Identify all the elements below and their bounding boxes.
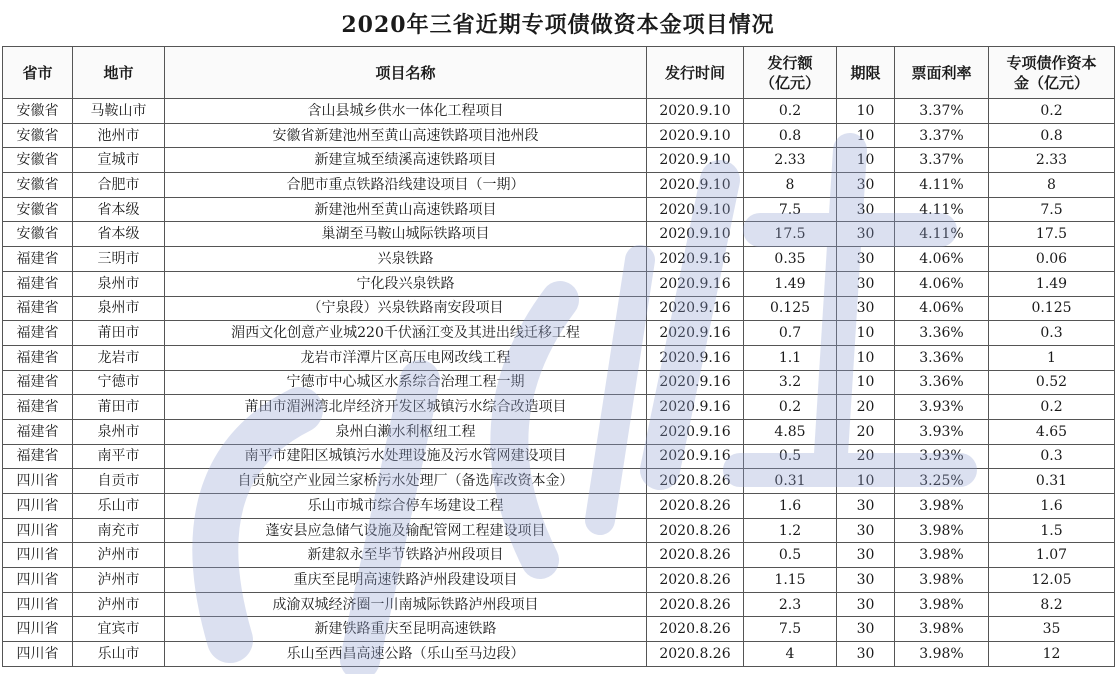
cell-province: 四川省 — [3, 642, 73, 667]
cell-issue-date: 2020.9.16 — [647, 419, 744, 444]
table-row — [3, 296, 1115, 321]
cell-province: 安徽省 — [3, 99, 73, 124]
cell-project-name: 自贡航空产业园兰家桥污水处理厂（备选库改资本金） — [165, 469, 647, 494]
cell-city: 泉州市 — [73, 296, 165, 321]
cell-province: 福建省 — [3, 395, 73, 420]
cell-term: 20 — [837, 419, 895, 444]
cell-term: 20 — [837, 395, 895, 420]
cell-issue-date: 2020.9.16 — [647, 271, 744, 296]
cell-capital-amount: 1.5 — [989, 518, 1115, 543]
cell-coupon-rate: 4.11% — [895, 173, 989, 198]
cell-project-name: 含山县城乡供水一体化工程项目 — [165, 99, 647, 124]
table-row — [3, 271, 1115, 296]
cell-coupon-rate: 3.98% — [895, 617, 989, 642]
cell-issue-amount: 7.5 — [744, 197, 837, 222]
cell-term: 10 — [837, 321, 895, 346]
cell-coupon-rate: 3.93% — [895, 419, 989, 444]
table-row — [3, 395, 1115, 420]
cell-city: 龙岩市 — [73, 345, 165, 370]
cell-term: 30 — [837, 642, 895, 667]
cell-city: 省本级 — [73, 222, 165, 247]
cell-province: 福建省 — [3, 419, 73, 444]
cell-term: 30 — [837, 173, 895, 198]
cell-project-name: 重庆至昆明高速铁路泸州段建设项目 — [165, 568, 647, 593]
cell-coupon-rate: 4.06% — [895, 247, 989, 272]
cell-capital-amount: 0.2 — [989, 99, 1115, 124]
cell-issue-date: 2020.9.16 — [647, 370, 744, 395]
cell-issue-amount: 1.49 — [744, 271, 837, 296]
cell-issue-date: 2020.9.16 — [647, 444, 744, 469]
cell-province: 福建省 — [3, 321, 73, 346]
cell-issue-date: 2020.9.10 — [647, 197, 744, 222]
cell-coupon-rate: 4.11% — [895, 222, 989, 247]
cell-capital-amount: 0.3 — [989, 444, 1115, 469]
cell-term: 30 — [837, 592, 895, 617]
cell-province: 安徽省 — [3, 222, 73, 247]
cell-coupon-rate: 3.37% — [895, 123, 989, 148]
cell-capital-amount: 7.5 — [989, 197, 1115, 222]
cell-project-name: 宁德市中心城区水系综合治理工程一期 — [165, 370, 647, 395]
cell-province: 四川省 — [3, 592, 73, 617]
cell-capital-amount: 17.5 — [989, 222, 1115, 247]
cell-project-name: 乐山市城市综合停车场建设工程 — [165, 494, 647, 519]
cell-city: 泸州市 — [73, 592, 165, 617]
cell-issue-amount: 0.7 — [744, 321, 837, 346]
cell-project-name: 成渝双城经济圈一川南城际铁路泸州段项目 — [165, 592, 647, 617]
cell-capital-amount: 1.6 — [989, 494, 1115, 519]
cell-issue-amount: 0.8 — [744, 123, 837, 148]
table-row — [3, 370, 1115, 395]
cell-issue-amount: 2.33 — [744, 148, 837, 173]
cell-capital-amount: 0.125 — [989, 296, 1115, 321]
cell-coupon-rate: 4.06% — [895, 271, 989, 296]
cell-province: 安徽省 — [3, 173, 73, 198]
cell-term: 30 — [837, 296, 895, 321]
cell-coupon-rate: 3.98% — [895, 642, 989, 667]
cell-province: 福建省 — [3, 296, 73, 321]
cell-issue-amount: 0.5 — [744, 444, 837, 469]
cell-term: 10 — [837, 370, 895, 395]
cell-issue-date: 2020.8.26 — [647, 617, 744, 642]
header-coupon-rate: 票面利率 — [895, 47, 989, 99]
cell-issue-date: 2020.9.16 — [647, 321, 744, 346]
cell-issue-amount: 3.2 — [744, 370, 837, 395]
table-row — [3, 568, 1115, 593]
cell-province: 四川省 — [3, 494, 73, 519]
header-capital-amount: 专项债作资本 金（亿元） — [989, 47, 1115, 99]
cell-term: 30 — [837, 271, 895, 296]
cell-term: 10 — [837, 345, 895, 370]
cell-capital-amount: 8.2 — [989, 592, 1115, 617]
table-row — [3, 197, 1115, 222]
cell-project-name: （宁泉段）兴泉铁路南安段项目 — [165, 296, 647, 321]
cell-issue-amount: 1.15 — [744, 568, 837, 593]
header-issue-amount: 发行额 （亿元） — [744, 47, 837, 99]
cell-issue-date: 2020.8.26 — [647, 543, 744, 568]
cell-issue-date: 2020.8.26 — [647, 568, 744, 593]
cell-coupon-rate: 3.98% — [895, 543, 989, 568]
cell-coupon-rate: 3.25% — [895, 469, 989, 494]
cell-project-name: 乐山至西昌高速公路（乐山至马边段） — [165, 642, 647, 667]
cell-capital-amount: 8 — [989, 173, 1115, 198]
cell-city: 宁德市 — [73, 370, 165, 395]
cell-province: 福建省 — [3, 345, 73, 370]
cell-province: 安徽省 — [3, 197, 73, 222]
cell-term: 30 — [837, 568, 895, 593]
cell-issue-amount: 1.1 — [744, 345, 837, 370]
cell-city: 三明市 — [73, 247, 165, 272]
cell-issue-amount: 8 — [744, 173, 837, 198]
cell-project-name: 安徽省新建池州至黄山高速铁路项目池州段 — [165, 123, 647, 148]
cell-capital-amount: 12.05 — [989, 568, 1115, 593]
cell-capital-amount: 0.06 — [989, 247, 1115, 272]
cell-capital-amount: 12 — [989, 642, 1115, 667]
table-row — [3, 419, 1115, 444]
cell-issue-date: 2020.8.26 — [647, 592, 744, 617]
cell-city: 马鞍山市 — [73, 99, 165, 124]
cell-province: 安徽省 — [3, 148, 73, 173]
cell-term: 10 — [837, 123, 895, 148]
cell-issue-date: 2020.8.26 — [647, 469, 744, 494]
cell-term: 30 — [837, 617, 895, 642]
cell-capital-amount: 1 — [989, 345, 1115, 370]
cell-province: 安徽省 — [3, 123, 73, 148]
cell-issue-amount: 7.5 — [744, 617, 837, 642]
cell-capital-amount: 0.2 — [989, 395, 1115, 420]
cell-province: 四川省 — [3, 469, 73, 494]
header-row — [3, 47, 1115, 99]
cell-city: 宜宾市 — [73, 617, 165, 642]
cell-project-name: 湄西文化创意产业城220千伏涵江变及其进出线迁移工程 — [165, 321, 647, 346]
header-city: 地市 — [73, 47, 165, 99]
cell-issue-date: 2020.8.26 — [647, 642, 744, 667]
table-row — [3, 642, 1115, 667]
cell-project-name: 莆田市湄洲湾北岸经济开发区城镇污水综合改造项目 — [165, 395, 647, 420]
table-row — [3, 345, 1115, 370]
cell-coupon-rate: 3.98% — [895, 568, 989, 593]
cell-issue-date: 2020.9.10 — [647, 222, 744, 247]
cell-capital-amount: 0.31 — [989, 469, 1115, 494]
cell-province: 福建省 — [3, 247, 73, 272]
cell-term: 30 — [837, 543, 895, 568]
cell-city: 自贡市 — [73, 469, 165, 494]
cell-capital-amount: 0.8 — [989, 123, 1115, 148]
cell-project-name: 新建叙永至毕节铁路泸州段项目 — [165, 543, 647, 568]
cell-city: 泸州市 — [73, 568, 165, 593]
cell-term: 30 — [837, 222, 895, 247]
cell-city: 莆田市 — [73, 321, 165, 346]
header-province: 省市 — [3, 47, 73, 99]
cell-term: 30 — [837, 247, 895, 272]
cell-term: 10 — [837, 99, 895, 124]
cell-city: 合肥市 — [73, 173, 165, 198]
cell-province: 四川省 — [3, 543, 73, 568]
cell-term: 20 — [837, 444, 895, 469]
table-row — [3, 173, 1115, 198]
cell-coupon-rate: 3.36% — [895, 345, 989, 370]
cell-coupon-rate: 4.06% — [895, 296, 989, 321]
cell-issue-amount: 1.6 — [744, 494, 837, 519]
cell-province: 四川省 — [3, 617, 73, 642]
cell-province: 福建省 — [3, 444, 73, 469]
cell-issue-date: 2020.8.26 — [647, 494, 744, 519]
header-project-name: 项目名称 — [165, 47, 647, 99]
cell-issue-date: 2020.9.10 — [647, 173, 744, 198]
cell-province: 四川省 — [3, 518, 73, 543]
cell-term: 30 — [837, 197, 895, 222]
cell-city: 省本级 — [73, 197, 165, 222]
cell-city: 泉州市 — [73, 419, 165, 444]
cell-city: 莆田市 — [73, 395, 165, 420]
cell-coupon-rate: 3.98% — [895, 518, 989, 543]
cell-capital-amount: 0.3 — [989, 321, 1115, 346]
table-row — [3, 469, 1115, 494]
cell-project-name: 宁化段兴泉铁路 — [165, 271, 647, 296]
cell-city: 乐山市 — [73, 642, 165, 667]
cell-issue-date: 2020.9.16 — [647, 395, 744, 420]
cell-city: 泸州市 — [73, 543, 165, 568]
cell-project-name: 蓬安县应急储气设施及输配管网工程建设项目 — [165, 518, 647, 543]
table-row — [3, 617, 1115, 642]
cell-issue-amount: 1.2 — [744, 518, 837, 543]
cell-project-name: 新建铁路重庆至昆明高速铁路 — [165, 617, 647, 642]
cell-province: 福建省 — [3, 271, 73, 296]
table-row — [3, 247, 1115, 272]
cell-issue-amount: 17.5 — [744, 222, 837, 247]
cell-issue-amount: 0.2 — [744, 99, 837, 124]
cell-issue-amount: 0.125 — [744, 296, 837, 321]
cell-city: 乐山市 — [73, 494, 165, 519]
cell-issue-date: 2020.9.10 — [647, 148, 744, 173]
cell-city: 池州市 — [73, 123, 165, 148]
table-row — [3, 444, 1115, 469]
cell-project-name: 新建池州至黄山高速铁路项目 — [165, 197, 647, 222]
cell-coupon-rate: 3.37% — [895, 99, 989, 124]
cell-issue-amount: 4 — [744, 642, 837, 667]
table-row — [3, 592, 1115, 617]
table-row — [3, 148, 1115, 173]
cell-city: 宣城市 — [73, 148, 165, 173]
cell-issue-date: 2020.9.10 — [647, 99, 744, 124]
cell-capital-amount: 4.65 — [989, 419, 1115, 444]
cell-term: 30 — [837, 494, 895, 519]
cell-province: 四川省 — [3, 568, 73, 593]
cell-coupon-rate: 3.98% — [895, 494, 989, 519]
table-row — [3, 543, 1115, 568]
table-row — [3, 99, 1115, 124]
cell-project-name: 合肥市重点铁路沿线建设项目（一期） — [165, 173, 647, 198]
cell-coupon-rate: 3.36% — [895, 321, 989, 346]
cell-coupon-rate: 3.37% — [895, 148, 989, 173]
cell-issue-amount: 0.5 — [744, 543, 837, 568]
cell-project-name: 新建宣城至绩溪高速铁路项目 — [165, 148, 647, 173]
cell-issue-amount: 0.2 — [744, 395, 837, 420]
table-row — [3, 494, 1115, 519]
header-term: 期限 — [837, 47, 895, 99]
header-issue-date: 发行时间 — [647, 47, 744, 99]
cell-issue-date: 2020.8.26 — [647, 518, 744, 543]
cell-city: 南平市 — [73, 444, 165, 469]
table-row — [3, 518, 1115, 543]
cell-city: 南充市 — [73, 518, 165, 543]
cell-coupon-rate: 3.98% — [895, 592, 989, 617]
cell-coupon-rate: 3.93% — [895, 395, 989, 420]
cell-issue-amount: 0.31 — [744, 469, 837, 494]
cell-issue-amount: 4.85 — [744, 419, 837, 444]
bond-table — [2, 46, 1115, 667]
cell-issue-date: 2020.9.16 — [647, 345, 744, 370]
cell-coupon-rate: 3.93% — [895, 444, 989, 469]
cell-capital-amount: 2.33 — [989, 148, 1115, 173]
cell-issue-amount: 2.3 — [744, 592, 837, 617]
table-title: 2020年三省近期专项债做资本金项目情况 — [341, 11, 775, 38]
cell-coupon-rate: 4.11% — [895, 197, 989, 222]
cell-city: 泉州市 — [73, 271, 165, 296]
cell-coupon-rate: 3.36% — [895, 370, 989, 395]
cell-issue-amount: 0.35 — [744, 247, 837, 272]
cell-issue-date: 2020.9.16 — [647, 247, 744, 272]
cell-project-name: 龙岩市洋潭片区高压电网改线工程 — [165, 345, 647, 370]
table-row — [3, 321, 1115, 346]
cell-term: 10 — [837, 148, 895, 173]
cell-project-name: 南平市建阳区城镇污水处理设施及污水管网建设项目 — [165, 444, 647, 469]
cell-province: 福建省 — [3, 370, 73, 395]
cell-capital-amount: 1.49 — [989, 271, 1115, 296]
cell-issue-date: 2020.9.16 — [647, 296, 744, 321]
table-row — [3, 123, 1115, 148]
cell-capital-amount: 1.07 — [989, 543, 1115, 568]
cell-term: 30 — [837, 518, 895, 543]
cell-project-name: 兴泉铁路 — [165, 247, 647, 272]
cell-capital-amount: 0.52 — [989, 370, 1115, 395]
cell-term: 10 — [837, 469, 895, 494]
table-row — [3, 222, 1115, 247]
cell-project-name: 泉州白濑水利枢纽工程 — [165, 419, 647, 444]
cell-issue-date: 2020.9.10 — [647, 123, 744, 148]
cell-capital-amount: 35 — [989, 617, 1115, 642]
cell-project-name: 巢湖至马鞍山城际铁路项目 — [165, 222, 647, 247]
